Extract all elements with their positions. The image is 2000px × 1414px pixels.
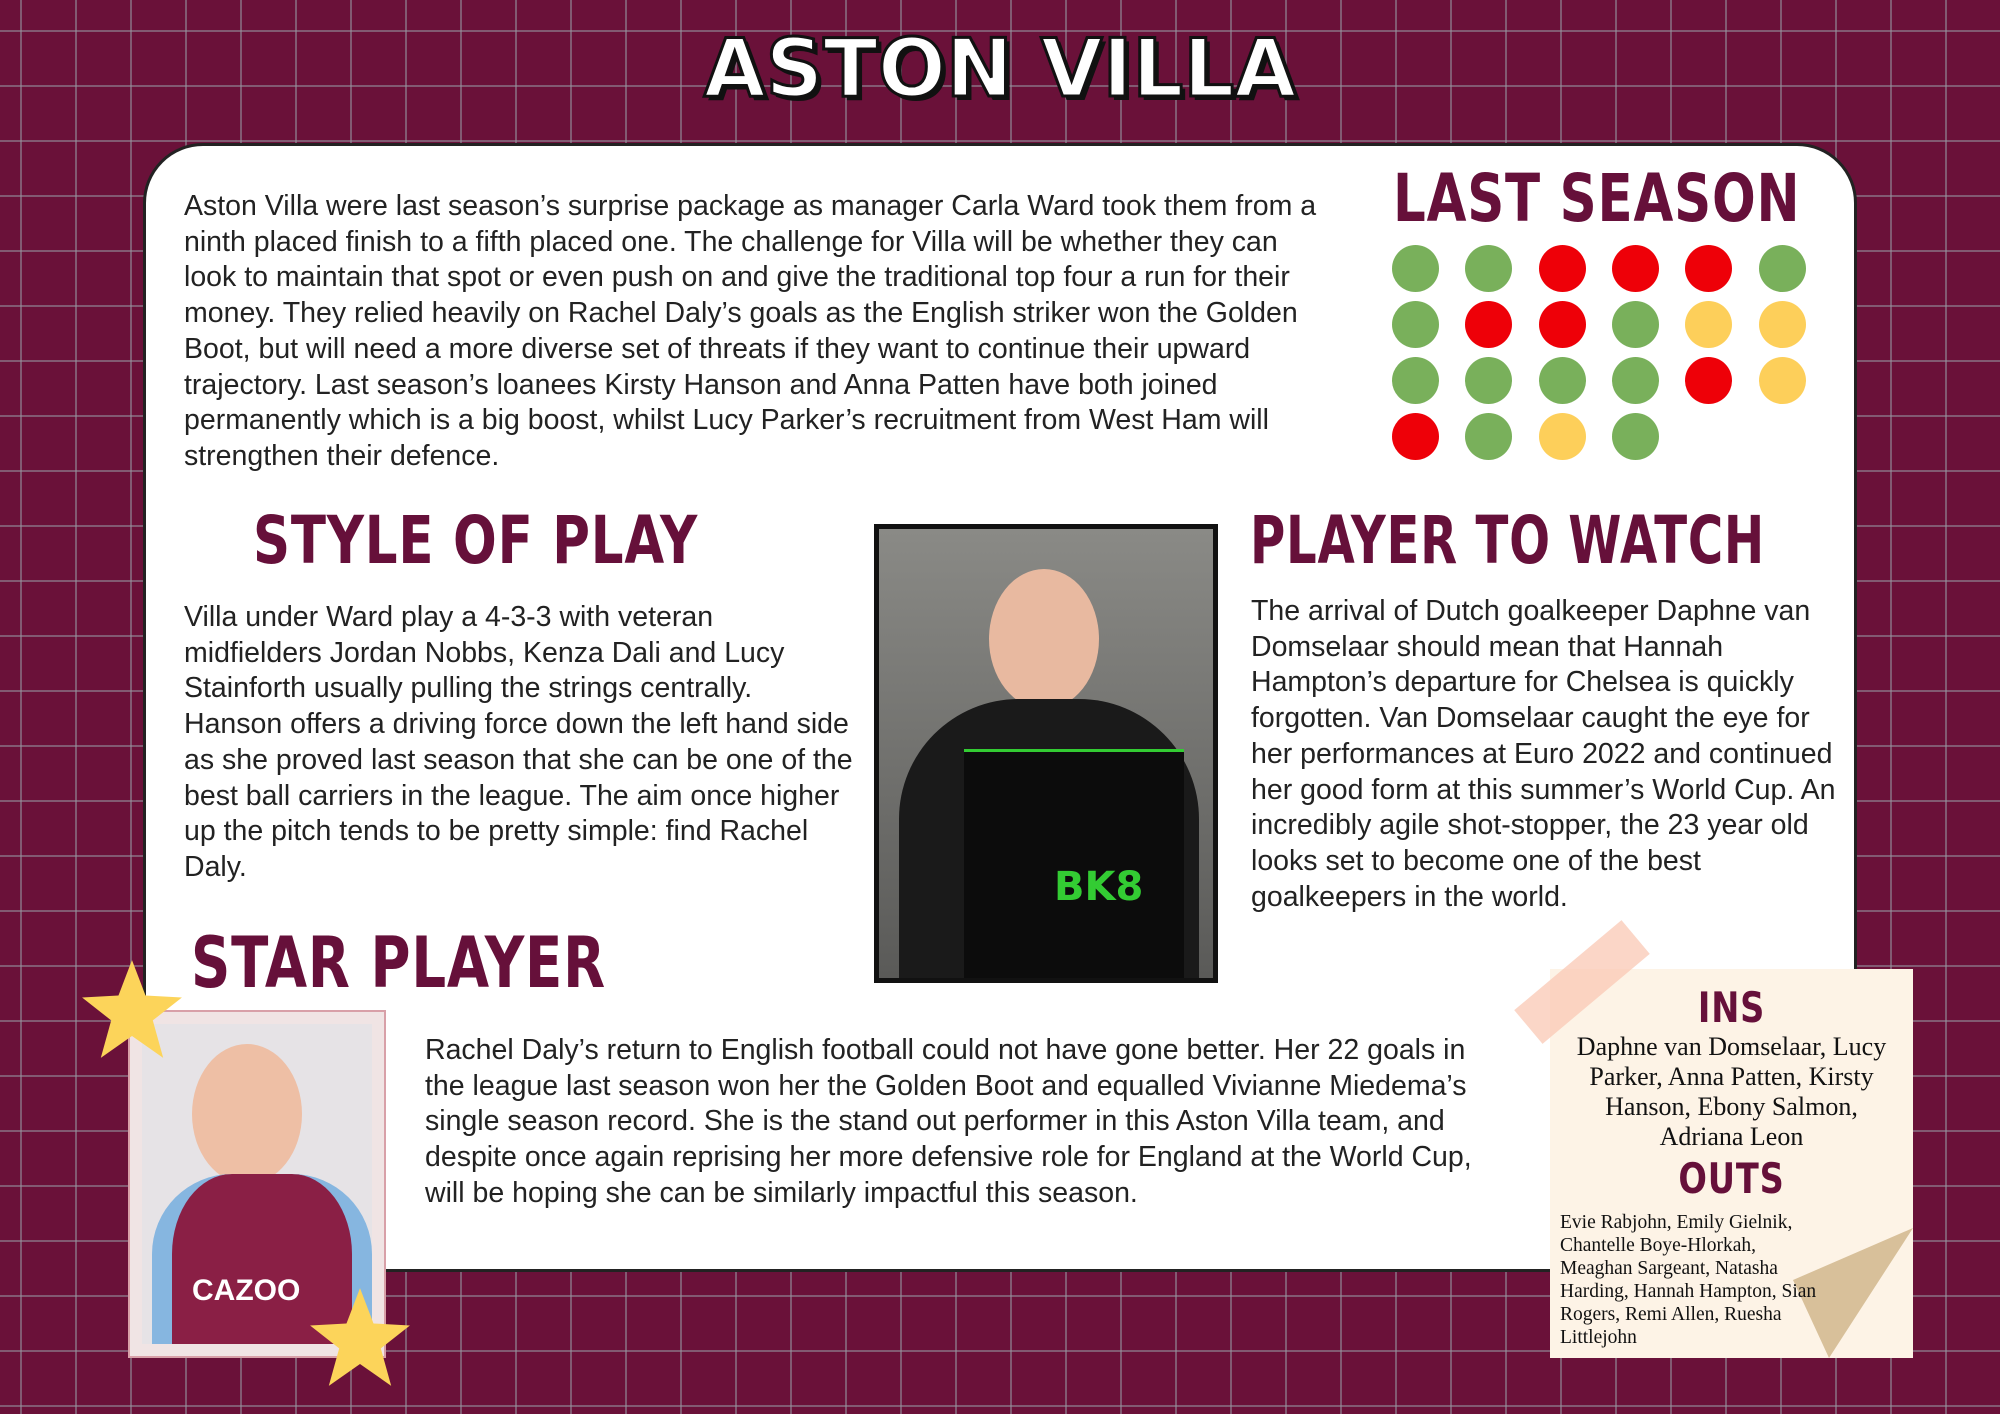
shirt-sponsor: CAZOO <box>192 1274 301 1307</box>
face-shape <box>192 1044 302 1184</box>
shirt-shape <box>152 1174 372 1344</box>
face-shape <box>989 569 1099 709</box>
result-dot-L <box>1612 245 1659 292</box>
result-dot-L <box>1392 413 1439 460</box>
page-title: ASTON VILLA <box>703 22 1297 115</box>
result-dot-D <box>1759 301 1806 348</box>
result-dot-L <box>1539 245 1586 292</box>
result-dot-W <box>1759 245 1806 292</box>
last-season-heading: LAST SEASON <box>1393 160 1801 237</box>
transfers-note <box>1550 969 1913 1358</box>
intro-text: Aston Villa were last season’s surprise package as manager Carla Ward took them from a ninth placed finish to a fifth placed one. The challenge for Villa will be whether they can look to maintain that spot or even push on and give the traditional top four a run for their money. They relied heavily on Rachel Daly’s goals as the English striker won the Golden Boot, but will need a more diverse set of threats if they want to continue their upward trajectory. Last season’s loanees Kirsty Hanson and Anna Patten have both joined permanently which is a big boost, whilst Lucy Parker’s recruitment from West Ham will strengthen their defence. <box>184 190 1317 472</box>
player-to-watch-heading: PLAYER TO WATCH <box>1250 502 1765 579</box>
outs-heading: OUTS <box>1678 1154 1785 1203</box>
ins-list: Daphne van Domselaar, Lucy Parker, Anna Patten, Kirsty Hanson, Ebony Salmon, Adriana Leon <box>1576 1032 1887 1151</box>
ins-heading: INS <box>1697 983 1766 1032</box>
style-of-play-heading: STYLE OF PLAY <box>253 502 699 579</box>
result-dot-W <box>1392 301 1439 348</box>
result-dot-L <box>1685 357 1732 404</box>
result-dot-W <box>1465 357 1512 404</box>
star-player-heading: STAR PLAYER <box>191 922 606 1004</box>
result-dot-W <box>1392 245 1439 292</box>
result-dot-L <box>1539 301 1586 348</box>
star-player-text: Rachel Daly’s return to English football could not have gone better. Her 22 goals in the league last season won her the Golden Boot and equalled Vivianne Miedema’s single season record. She is the stand out performer in this Aston Villa team, and despite once again reprising her more defensive role for England at the World Cup, will be hoping she can be similarly impactful this season. <box>425 1034 1472 1209</box>
star-player-photo <box>128 1010 386 1358</box>
result-dot-W <box>1392 357 1439 404</box>
shirt-sponsor: BK8 <box>1054 864 1144 910</box>
player-to-watch-text: The arrival of Dutch goalkeeper Daphne van Domselaar should mean that Hannah Hampton’s departure for Chelsea is quickly forgotten. Van Domselaar caught the eye for her performances at Euro 2022 and continued her good form at this summer’s World Cup. An incredibly agile shot-stopper, the 23 year old looks set to become one of the best goalkeepers in the world. <box>1251 595 1836 913</box>
player-to-watch-photo <box>874 524 1218 983</box>
result-dot-D <box>1539 413 1586 460</box>
result-dot-W <box>1612 357 1659 404</box>
style-of-play-text: Villa under Ward play a 4-3-3 with veteran midfielders Jordan Nobbs, Kenza Dali and Lucy Stainforth usually pulling the strings centrally. Hanson offers a driving force down the left hand side as she proved last season that she can be one of the best ball carriers in the league. The aim once higher up the pitch tends to be pretty simple: find Rachel Daly. <box>184 601 853 883</box>
result-dot-L <box>1465 301 1512 348</box>
result-dot-W <box>1465 245 1512 292</box>
result-dot-L <box>1685 245 1732 292</box>
result-dot-D <box>1759 357 1806 404</box>
result-dot-W <box>1465 413 1512 460</box>
result-dot-D <box>1685 301 1732 348</box>
outs-list: Evie Rabjohn, Emily Gielnik, Chantelle Boye-Hlorkah, Meaghan Sargeant, Natasha Harding, Hannah Hampton, Sian Rogers, Remi Allen, Ruesha Littlejohn <box>1560 1212 1817 1348</box>
result-dot-W <box>1612 413 1659 460</box>
result-dot-W <box>1612 301 1659 348</box>
result-dot-W <box>1539 357 1586 404</box>
